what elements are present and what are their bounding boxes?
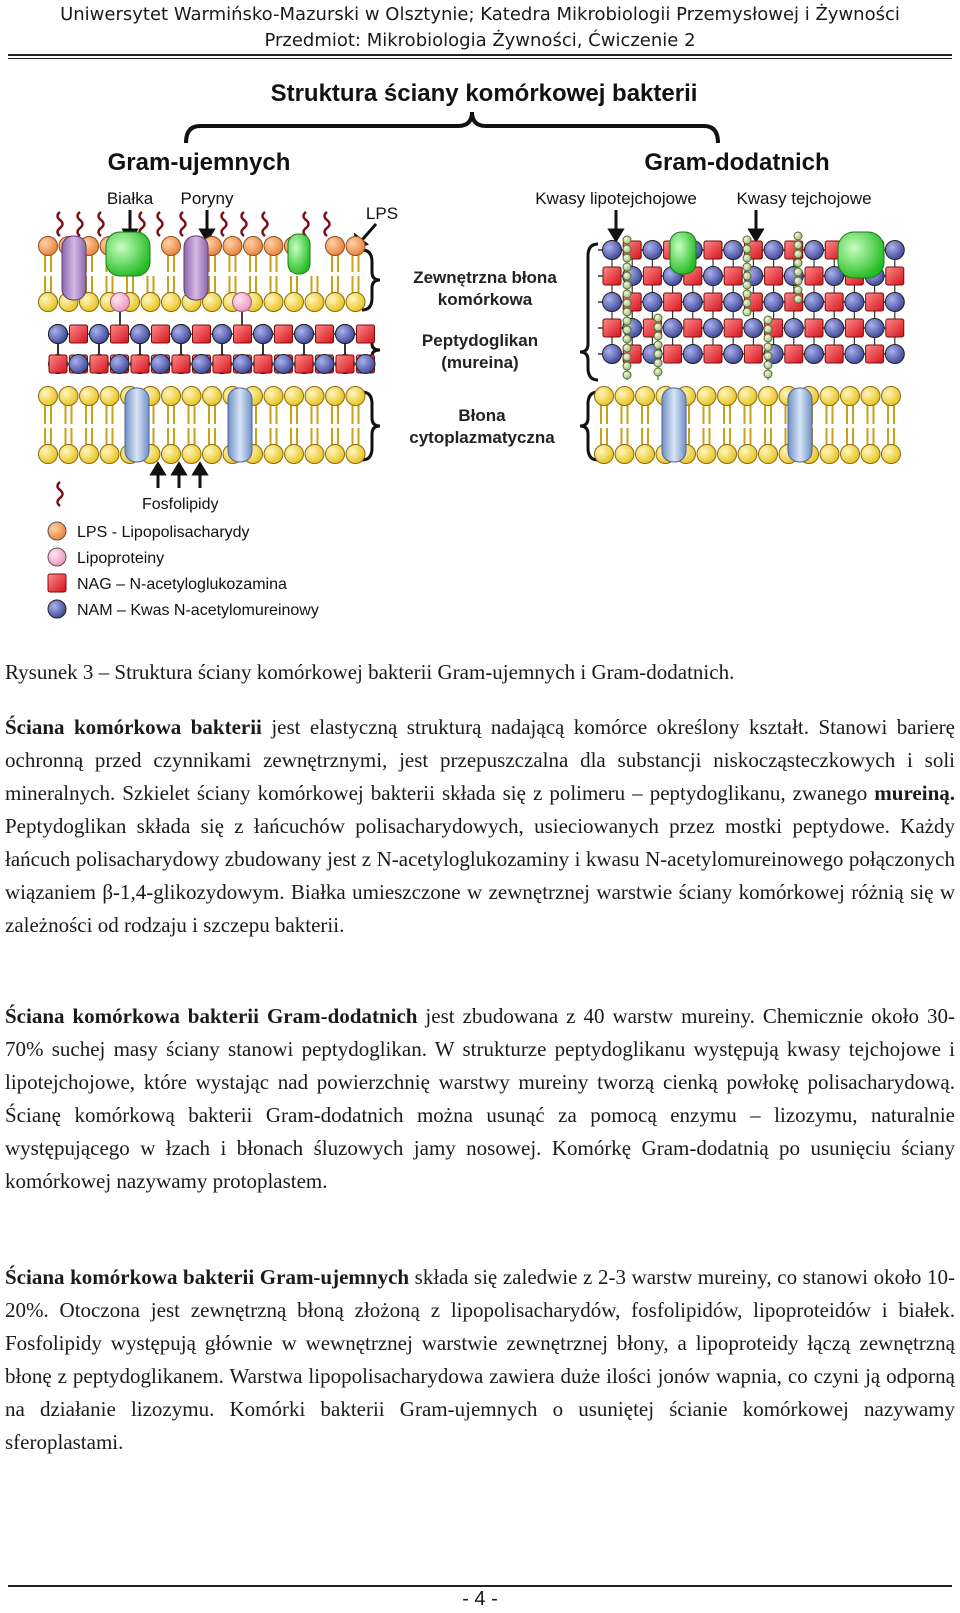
label-bialka: Białka — [106, 189, 154, 208]
nag-unit — [886, 267, 904, 285]
legend-lps: LPS - Lipopolisacharydy — [77, 524, 250, 541]
lps-head — [264, 237, 283, 256]
nam-unit — [683, 293, 702, 312]
lps-chain — [181, 212, 186, 236]
phospholipid-head — [162, 293, 181, 312]
nag-unit — [193, 325, 211, 343]
nam-unit — [213, 325, 232, 344]
label-poryny: Poryny — [180, 189, 234, 208]
teichoic-bead — [623, 362, 631, 370]
membrane-protein — [228, 388, 252, 462]
nag-unit — [805, 319, 823, 337]
phospholipid-head — [182, 445, 201, 464]
phospholipid-head — [203, 445, 222, 464]
teichoic-bead — [654, 332, 662, 340]
nam-unit — [845, 293, 864, 312]
teichoic-bead — [654, 341, 662, 349]
nag-unit — [664, 345, 682, 363]
nam-unit — [885, 293, 904, 312]
nag-unit — [275, 325, 293, 343]
lipoprotein — [233, 293, 252, 312]
phospholipid-head — [305, 293, 324, 312]
lps-chain — [222, 212, 227, 236]
nam-unit — [805, 241, 824, 260]
nam-unit — [603, 345, 622, 364]
nam-unit — [90, 325, 109, 344]
nam-unit — [885, 345, 904, 364]
phospholipid-head — [100, 445, 119, 464]
outer-membrane-lipids — [39, 232, 366, 312]
teichoic-bead — [794, 241, 802, 249]
legend-nag-icon — [48, 574, 66, 592]
layer-outer-label-1: Zewnętrzna błona — [413, 268, 557, 287]
nam-unit — [233, 355, 252, 374]
paragraph-2 — [5, 1000, 955, 1198]
layer-pg-label-2: (mureina) — [441, 353, 519, 372]
lps-chain — [99, 212, 104, 236]
teichoic-bead — [654, 314, 662, 322]
legend-nag: NAG – N-acetyloglukozamina — [77, 576, 287, 593]
teichoic-bead — [743, 281, 751, 289]
p3-bold: Ściana komórkowa bakterii Gram-ujemnych — [5, 1265, 410, 1289]
gram-positive-title: Gram-dodatnich — [644, 149, 830, 176]
nag-unit — [765, 267, 783, 285]
p1-text-1: jest elastyczną strukturą nadającą komórce określony kształt. Stanowi barierę ochronną przed czynnikami zewnętrznymi, jest przepuszczalna dla substancji niskocząsteczkowych i soli mineralnych. Szkielet ściany komórkowej bakterii składa się z polimeru – peptydoglikanu, zwanego — [5, 715, 955, 805]
teichoic-bead — [623, 353, 631, 361]
nam-unit — [69, 355, 88, 374]
nag-unit — [603, 319, 621, 337]
teichoic-bead — [623, 371, 631, 379]
nag-unit — [704, 241, 722, 259]
nam-unit — [683, 345, 702, 364]
teichoic-bead — [743, 263, 751, 271]
lps-head — [346, 237, 365, 256]
nam-unit — [724, 293, 743, 312]
nam-unit — [49, 325, 68, 344]
nag-unit — [744, 345, 762, 363]
legend-lps-chain-icon — [58, 482, 63, 506]
nag-unit — [234, 325, 252, 343]
phospholipid-head — [759, 387, 778, 406]
nag-unit — [131, 355, 149, 373]
nag-unit — [785, 345, 803, 363]
phospholipid-head — [759, 445, 778, 464]
legend — [48, 482, 319, 619]
lps-head — [244, 237, 263, 256]
nag-unit — [704, 345, 722, 363]
phospholipid-head — [39, 387, 58, 406]
phospholipid-head — [264, 293, 283, 312]
phospholipid-head — [718, 387, 737, 406]
nam-unit — [336, 325, 355, 344]
cell-wall-figure — [0, 62, 960, 642]
p2-bold: Ściana komórkowa bakterii Gram-dodatnich — [5, 1004, 418, 1028]
teichoic-bead — [794, 259, 802, 267]
phospholipid-head — [861, 387, 880, 406]
teichoic-bead — [764, 352, 772, 360]
phospholipid-head — [264, 387, 283, 406]
phospholipid-head — [820, 445, 839, 464]
phospholipid-head — [285, 445, 304, 464]
phospholipid-head — [305, 387, 324, 406]
header-institution: Uniwersytet Warmińsko-Mazurski w Olsztynie; Katedra Mikrobiologii Przemysłowej i Żywności — [60, 4, 900, 25]
gram-positive-wall — [595, 232, 905, 464]
nam-unit — [172, 325, 191, 344]
phospholipid-head — [39, 445, 58, 464]
teichoic-bead — [623, 281, 631, 289]
nam-unit — [724, 345, 743, 364]
phospholipid-head — [636, 387, 655, 406]
teichoic-bead — [743, 245, 751, 253]
phospholipid-head — [59, 387, 78, 406]
teichoic-bead — [764, 316, 772, 324]
phospholipid-head — [882, 387, 901, 406]
teichoic-bead — [794, 277, 802, 285]
phospholipid-head — [718, 445, 737, 464]
phospholipid-head — [615, 387, 634, 406]
lps-chain — [304, 212, 309, 236]
nam-unit — [254, 325, 273, 344]
nag-unit — [316, 325, 334, 343]
nam-unit — [603, 293, 622, 312]
phospholipid-head — [615, 445, 634, 464]
teichoic-bead — [623, 254, 631, 262]
teichoic-bead — [743, 254, 751, 262]
cytoplasmic-membrane-pos — [595, 387, 901, 464]
surface-protein — [670, 232, 696, 274]
nam-unit — [885, 241, 904, 260]
nag-unit — [866, 293, 884, 311]
nam-unit — [274, 355, 293, 374]
teichoic-bead — [654, 350, 662, 358]
footer-rule — [8, 1585, 952, 1587]
teichoic-bead — [743, 272, 751, 280]
phospholipid-head — [346, 293, 365, 312]
cytoplasmic-membrane-neg — [39, 387, 366, 464]
label-lipoteichoic: Kwasy lipotejchojowe — [535, 189, 697, 208]
nag-unit — [684, 319, 702, 337]
membrane-protein — [788, 388, 812, 462]
teichoic-bead — [794, 286, 802, 294]
nag-unit — [845, 319, 863, 337]
phospholipid-head — [820, 387, 839, 406]
nam-unit — [295, 325, 314, 344]
nag-unit — [49, 355, 67, 373]
phospholipid-head — [326, 293, 345, 312]
nag-unit — [111, 325, 129, 343]
figure-caption: Rysunek 3 – Struktura ściany komórkowej bakterii Gram-ujemnych i Gram-dodatnich. — [5, 660, 735, 684]
p3-text: składa się zaledwie z 2-3 warstw mureiny, co stanowi około 10-20%. Otoczona jest zewnętrzną błoną złożoną z lipopolisacharydów, fosfolipidów, lipoproteidów i białek. Fosfolipidy występują głównie w wewnętrznej warstwie zewnętrznej błony, a lipoproteidy łączą zewnętrzną błonę z peptydoglikanem. Warstwa lipopolisacharydowa zawiera duże ilości jonów wapnia, co czyni ją odporną na działanie lizozymu. Komórki bakterii Gram-ujemnych o usuniętej ścianie komórkowej nazywamy sferoplastami. — [5, 1265, 955, 1454]
layer-pg-label-1: Peptydoglikan — [421, 331, 539, 350]
nag-unit — [825, 293, 843, 311]
teichoic-bead — [654, 368, 662, 376]
teichoic-bead — [764, 325, 772, 333]
peptidoglycan-thin — [48, 325, 375, 374]
teichoic-bead — [623, 290, 631, 298]
nag-unit — [724, 319, 742, 337]
p1-bold-2: mureiną. — [874, 781, 955, 805]
phospholipid-head — [264, 445, 283, 464]
phospholipid-head — [100, 387, 119, 406]
nag-unit — [357, 325, 375, 343]
nag-unit — [704, 293, 722, 311]
teichoic-bead — [743, 299, 751, 307]
peptidoglycan-thick — [598, 232, 904, 364]
phospholipid-head — [595, 445, 614, 464]
teichoic-bead — [794, 295, 802, 303]
nam-unit — [131, 325, 150, 344]
phospholipid-head — [738, 387, 757, 406]
phospholipid-head — [305, 445, 324, 464]
nag-unit — [152, 325, 170, 343]
teichoic-bead — [623, 245, 631, 253]
phospholipid-arrows — [152, 464, 206, 488]
teichoic-bead — [654, 323, 662, 331]
lps-chains — [58, 212, 330, 236]
phospholipid-head — [80, 387, 99, 406]
header-rule — [8, 54, 952, 56]
nam-unit — [643, 293, 662, 312]
lps-chain — [263, 212, 268, 236]
lps-chain — [242, 212, 247, 236]
nag-unit — [805, 267, 823, 285]
layer-mem-label-2: cytoplazmatyczna — [409, 428, 555, 447]
phospholipid-head — [59, 445, 78, 464]
nam-unit — [805, 293, 824, 312]
nag-unit — [825, 345, 843, 363]
phospholipid-head — [841, 387, 860, 406]
nam-unit — [825, 319, 844, 338]
lps-head — [39, 237, 58, 256]
phospholipid-head — [697, 445, 716, 464]
teichoic-bead — [623, 263, 631, 271]
teichoic-bead — [623, 344, 631, 352]
label-teichoic: Kwasy tejchojowe — [736, 189, 872, 208]
nag-unit — [213, 355, 231, 373]
phospholipid-head — [738, 445, 757, 464]
nam-unit — [192, 355, 211, 374]
legend-phospho: Fosfolipidy — [142, 496, 219, 513]
phospholipid-head — [80, 445, 99, 464]
membrane-protein — [125, 388, 149, 462]
nam-unit — [744, 319, 763, 338]
phospholipid-head — [346, 445, 365, 464]
nam-unit — [151, 355, 170, 374]
lps-chain — [158, 212, 163, 236]
p1-text-2: Peptydoglikan składa się z łańcuchów polisacharydowych, usieciowanych przez mostki peptydowe. Każdy łańcuch polisacharydowy zbudowany jest z N-acetyloglukozaminy i kwasu N-acetylomureinowego połączonych wiązaniem β-1,4-glikozydowym. Białka umieszczone w zewnętrznej warstwie ściany komórkowej różnią się w zależności od rodzaju i szczepu bakterii. — [5, 814, 955, 937]
legend-lps-icon — [48, 522, 66, 540]
label-lps: LPS — [365, 204, 399, 223]
gram-negative-wall — [39, 212, 376, 464]
porin — [184, 236, 208, 300]
nam-unit — [315, 355, 334, 374]
header-rule-thin — [8, 58, 952, 59]
nam-unit — [643, 241, 662, 260]
phospholipid-head — [882, 445, 901, 464]
surface-protein-large — [838, 232, 884, 278]
teichoic-bead — [743, 236, 751, 244]
lps-head — [326, 237, 345, 256]
nag-unit — [886, 319, 904, 337]
nag-unit — [90, 355, 108, 373]
nag-unit — [724, 267, 742, 285]
nam-unit — [704, 319, 723, 338]
membrane-protein — [662, 388, 686, 462]
teichoic-bead — [623, 317, 631, 325]
paragraph-1 — [5, 711, 955, 942]
lps-head — [162, 237, 181, 256]
phospholipid-head — [203, 387, 222, 406]
teichoic-bead — [764, 370, 772, 378]
nag-unit — [643, 267, 661, 285]
lps-chain — [78, 212, 83, 236]
nam-unit — [805, 345, 824, 364]
lps-head — [223, 237, 242, 256]
p2-text: jest zbudowana z 40 warstw mureiny. Chemicznie około 30-70% suchej masy ściany stanowi peptydoglikan. W strukturze peptydoglikanu występują kwasy tejchojowe i lipotejchojowe, które wystając nad powierzchnię warstwy mureiny tworzą cienką powłokę polisacharydową. Ścianę komórkową bakterii Gram-dodatnich można usunąć za pomocą enzymu – lizozymu, naturalnie występującego w łzach i błonach śluzowych jamy nosowej. Komórkę Gram-dodatnią po usunięciu ściany komórkowej nazywamy protoplastem. — [5, 1004, 955, 1193]
teichoic-bead — [764, 334, 772, 342]
teichoic-bead — [623, 308, 631, 316]
p1-bold: Ściana komórkowa bakterii — [5, 715, 262, 739]
teichoic-bead — [654, 359, 662, 367]
nam-unit — [865, 319, 884, 338]
phospholipid-head — [141, 293, 160, 312]
legend-nam-icon — [48, 600, 66, 618]
nag-unit — [295, 355, 313, 373]
gram-negative-title: Gram-ujemnych — [107, 149, 291, 176]
nam-unit — [845, 345, 864, 364]
nam-unit — [784, 319, 803, 338]
teichoic-bead — [794, 232, 802, 240]
teichoic-bead — [743, 290, 751, 298]
top-brace — [186, 112, 718, 143]
phospholipid-head — [162, 445, 181, 464]
phospholipid-head — [841, 445, 860, 464]
nag-unit — [664, 293, 682, 311]
page-number: - 4 - — [462, 1588, 498, 1610]
nam-unit — [110, 355, 129, 374]
nag-unit — [172, 355, 190, 373]
nam-unit — [724, 241, 743, 260]
layer-outer-label-2: komórkowa — [437, 290, 533, 309]
porin — [62, 236, 86, 300]
phospholipid-head — [39, 293, 58, 312]
phospholipid-head — [326, 445, 345, 464]
teichoic-bead — [623, 236, 631, 244]
nam-unit — [704, 267, 723, 286]
nag-unit — [336, 355, 354, 373]
phospholipid-head — [697, 387, 716, 406]
legend-lipo-icon — [48, 548, 66, 566]
nag-unit — [603, 267, 621, 285]
teichoic-bead — [623, 335, 631, 343]
phospholipid-head — [595, 387, 614, 406]
phospholipid-head — [346, 387, 365, 406]
phospholipid-head — [636, 445, 655, 464]
teichoic-bead — [623, 272, 631, 280]
legend-lipo: Lipoproteiny — [77, 550, 165, 567]
nam-unit — [603, 241, 622, 260]
lps-chain — [58, 212, 63, 236]
phospholipid-head — [861, 445, 880, 464]
nam-unit — [663, 319, 682, 338]
header-subject: Przedmiot: Mikrobiologia Żywności, Ćwiczenie 2 — [264, 30, 696, 51]
nam-unit — [764, 293, 783, 312]
nam-unit — [764, 241, 783, 260]
paragraph-3 — [5, 1261, 955, 1459]
phospholipid-head — [162, 387, 181, 406]
phospholipid-head — [285, 293, 304, 312]
nam-unit — [356, 355, 375, 374]
teichoic-bead — [764, 343, 772, 351]
nag-unit — [70, 325, 88, 343]
nag-unit — [254, 355, 272, 373]
lps-chain — [325, 212, 330, 236]
phospholipid-head — [182, 387, 201, 406]
lipoprotein — [111, 293, 130, 312]
teichoic-bead — [623, 326, 631, 334]
teichoic-bead — [743, 308, 751, 316]
teichoic-bead — [794, 268, 802, 276]
legend-nam: NAM – Kwas N-acetylomureinowy — [77, 602, 319, 619]
layer-mem-label-1: Błona — [458, 406, 506, 425]
teichoic-bead — [623, 299, 631, 307]
outer-protein-small — [288, 234, 310, 274]
teichoic-bead — [794, 250, 802, 258]
nag-unit — [866, 345, 884, 363]
phospholipid-head — [326, 387, 345, 406]
outer-protein — [106, 232, 150, 276]
phospholipid-head — [285, 387, 304, 406]
figure-title: Struktura ściany komórkowej bakterii — [270, 80, 698, 107]
teichoic-bead — [764, 361, 772, 369]
